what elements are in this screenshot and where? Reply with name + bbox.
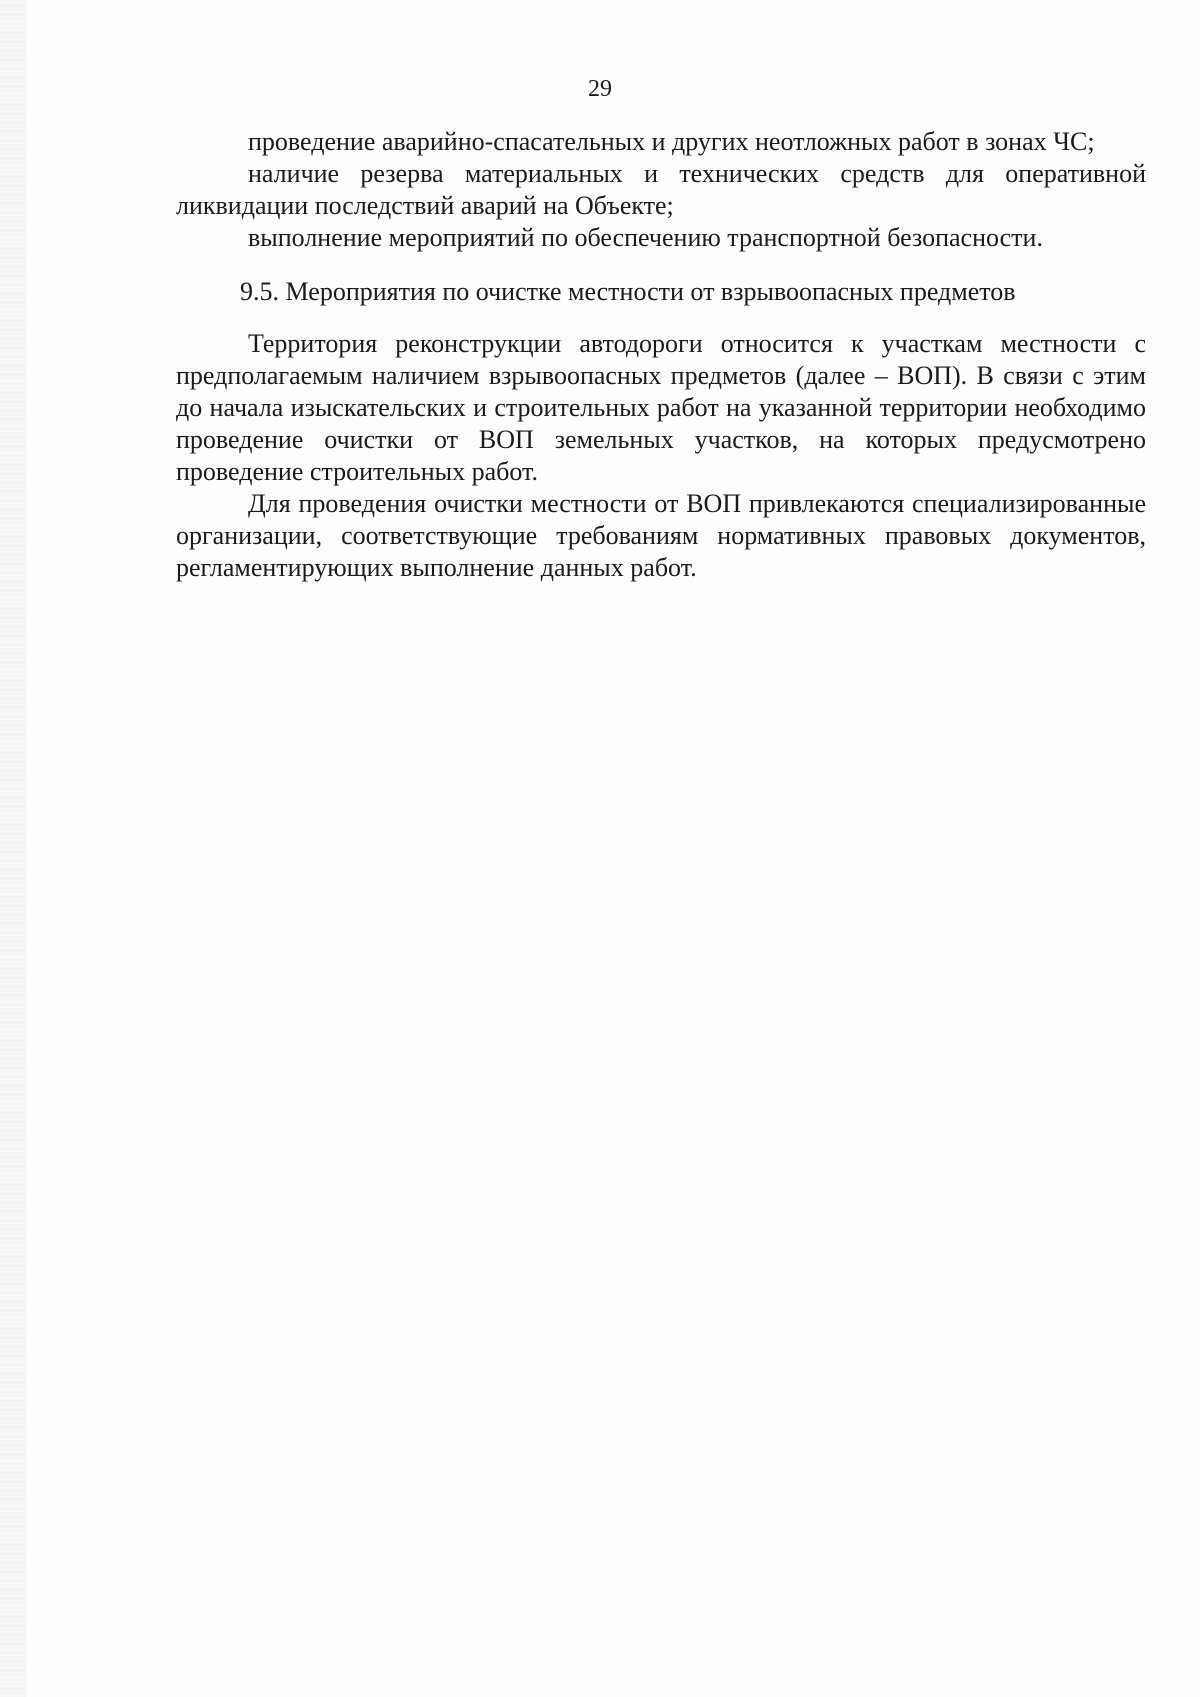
section-heading: 9.5. Мероприятия по очистке местности от взрывоопасных предметов bbox=[240, 277, 1016, 306]
paragraph-territory: Территория реконструкции автодороги относится к участкам местности с предполагаемым наличием взрывоопасных предметов (далее – ВОП). В связи с этим до начала изыскательских и строительных работ на указанной территории необходимо проведение очистки от ВОП земельных участков, на которых предусмотрено проведение строительных работ. bbox=[176, 329, 1146, 486]
list-item-transport-security: выполнение мероприятий по обеспечению транспортной безопасности. bbox=[248, 223, 1043, 252]
scan-edge-artifact bbox=[0, 0, 26, 1697]
paragraph-organizations: Для проведения очистки местности от ВОП привлекаются специализированные организации, соответствующие требованиям нормативных правовых документов, регламентирующих выполнение данных работ. bbox=[176, 489, 1146, 582]
list-item-rescue-works: проведение аварийно-спасательных и других неотложных работ в зонах ЧС; bbox=[248, 127, 1095, 156]
list-item-material-reserve: наличие резерва материальных и технических средств для оперативной ликвидации последствий аварий на Объекте; bbox=[176, 159, 1146, 220]
document-body bbox=[176, 126, 1146, 584]
page-number: 29 bbox=[588, 76, 612, 102]
